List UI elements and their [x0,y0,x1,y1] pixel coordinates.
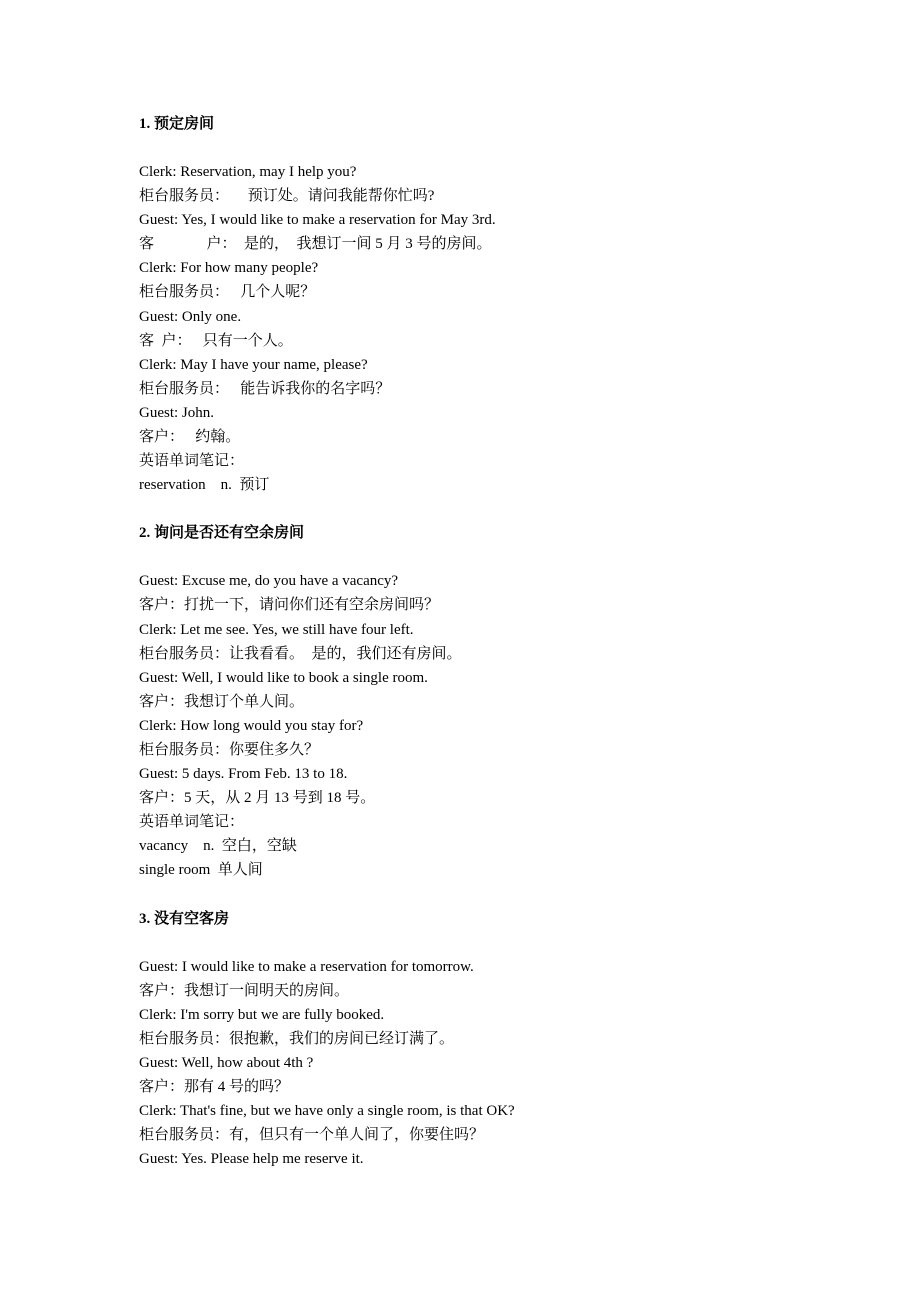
dialogue-line: 柜台服务员： 几个人呢？ [139,284,316,301]
dialogue-line: Clerk: For how many people? [139,260,319,277]
section-2 [139,521,859,882]
dialogue-line: 柜台服务员： 能告诉我你的名字吗？ [139,380,391,397]
dialogue-line: Guest: Yes, I would like to make a reservation for May 3rd. [139,212,496,229]
dialogue-line: reservation n. 预订 [139,477,270,494]
dialogue-line: Clerk: May I have your name, please? [139,356,368,373]
dialogue-line: 柜台服务员：你要住多久？ [139,741,320,758]
section-1 [139,112,859,497]
section-heading: 3. 没有空客房 [139,910,230,927]
dialogue-line: Guest: 5 days. From Feb. 13 to 18. [139,766,348,783]
dialogue-line: 客户：我想订一间明天的房间。 [139,982,350,999]
dialogue-line: 英语单词笔记： [139,453,245,470]
dialogue-line: Clerk: How long would you stay for? [139,717,364,734]
dialogue-line: Clerk: That's fine, but we have only a single room, is that OK? [139,1103,515,1120]
document-body [139,112,859,1171]
dialogue-line: 柜台服务员： 预订处。请问我能帮你忙吗? [139,188,435,205]
dialogue-line: Guest: Excuse me, do you have a vacancy? [139,573,399,590]
section-3 [139,907,859,1172]
dialogue-line: 客户：打扰一下，请问你们还有空余房间吗？ [139,597,440,614]
dialogue-line: 柜台服务员：有，但只有一个单人间了，你要住吗？ [139,1127,485,1144]
dialogue-line: 柜台服务员：很抱歉，我们的房间已经订满了。 [139,1030,455,1047]
dialogue-line: Guest: I would like to make a reservation for tomorrow. [139,958,474,975]
dialogue-line: 客 户： 是的， 我想订一间 5 月 3 号的房间。 [139,236,492,253]
dialogue-line: 客 户： 只有一个人。 [139,332,293,349]
dialogue-line: 柜台服务员：让我看看。 是的，我们还有房间。 [139,645,462,662]
dialogue-line: Guest: Yes. Please help me reserve it. [139,1151,364,1168]
dialogue-line: 客户：5 天，从 2 月 13 号到 18 号。 [139,790,376,807]
dialogue-line: 客户：我想订个单人间。 [139,693,305,710]
dialogue-line: vacancy n. 空白，空缺 [139,838,297,855]
dialogue-line: 客户：那有 4 号的吗？ [139,1079,290,1095]
dialogue-line: Guest: Only one. [139,308,242,325]
dialogue-line: Clerk: Let me see. Yes, we still have four left. [139,621,414,638]
section-spacer [139,883,859,907]
section-heading: 1. 预定房间 [139,116,215,132]
dialogue-line: Clerk: Reservation, may I help you? [139,164,357,180]
dialogue-line: Guest: Well, I would like to book a single room. [139,669,428,686]
dialogue-line: Clerk: I'm sorry but we are fully booked. [139,1006,385,1023]
dialogue-line: single room 单人间 [139,862,263,879]
dialogue-line: 客户： 约翰。 [139,429,241,446]
section-spacer [139,497,859,521]
dialogue-line: Guest: John. [139,404,214,421]
dialogue-line: 英语单词笔记： [139,814,245,831]
dialogue-line: Guest: Well, how about 4th ? [139,1054,314,1071]
section-heading: 2. 询问是否还有空余房间 [139,525,305,542]
